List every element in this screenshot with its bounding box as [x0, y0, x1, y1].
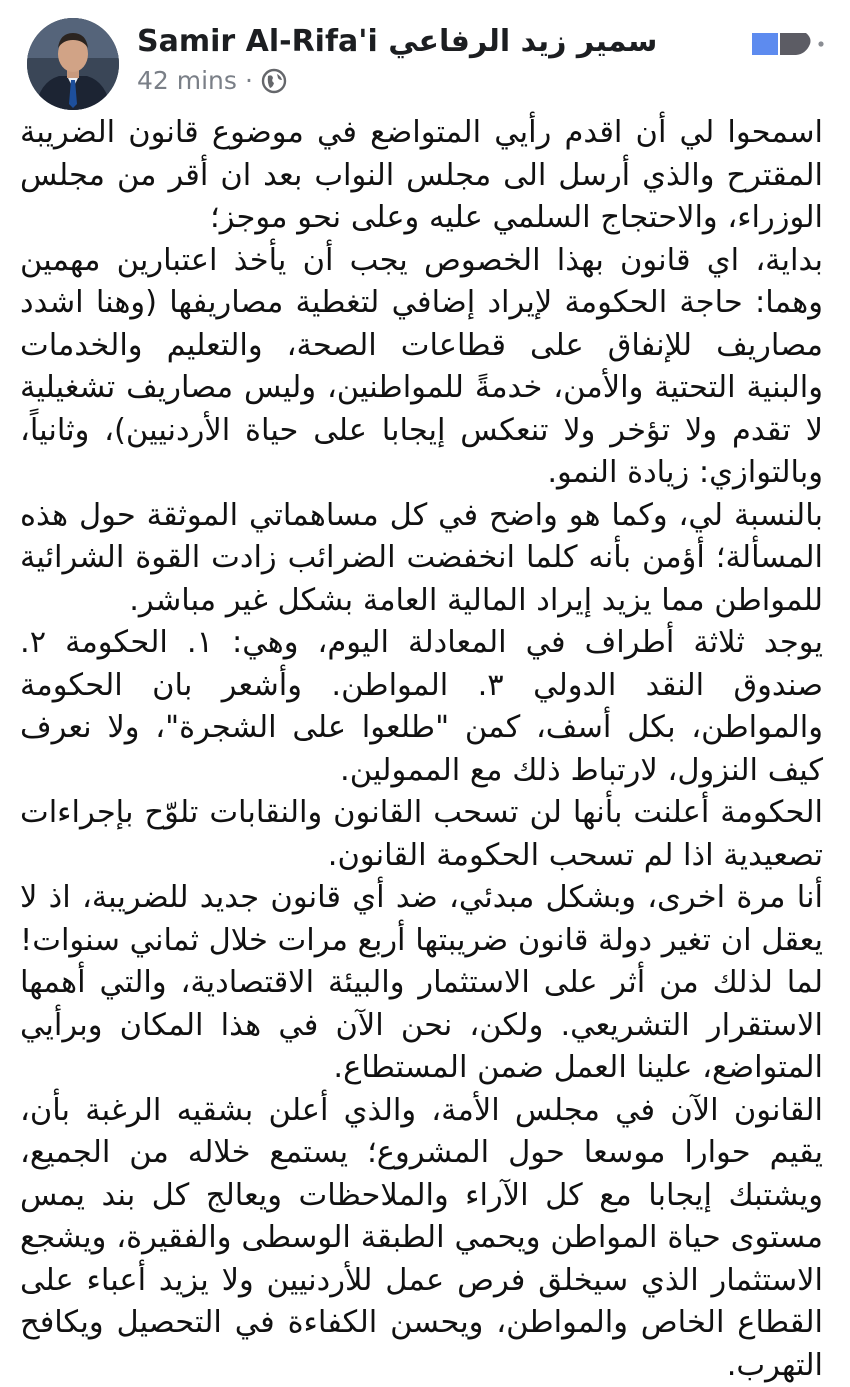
post-paragraph: بداية، اي قانون بهذا الخصوص يجب أن يأخذ اعتبارين مهمين وهما: حاجة الحكومة لإيراد إضافي لتغطية مصاريفها (وهنا اشدد مصاريف للإنفاق على قطاعات الصحة، والتعليم والخدمات والبنية التحتية والأمن، خدمةً للمواطنين، وليس مصاريف تشغيلية لا تقدم ولا تؤخر ولا تنعكس إيجابا على حياة الأردنيين)، وثانياً، وبالتوازي: زيادة النمو.	[20, 240, 823, 495]
author-photo	[27, 18, 119, 110]
post-body	[20, 112, 823, 1387]
post-header	[0, 0, 850, 110]
author-name[interactable]: Samir Al-Rifa'i سمير زيد الرفاعي	[137, 24, 657, 59]
globe-icon[interactable]	[261, 68, 287, 94]
post-time[interactable]: 42 mins	[137, 66, 237, 95]
post-paragraph: بالنسبة لي، وكما هو واضح في كل مساهماتي الموثقة حول هذه المسألة؛ أؤمن بأنه كلما انخفضت الضرائب زادت القوة الشرائية للمواطن مما يزيد إيراد المالية العامة بشكل غير مباشر.	[20, 495, 823, 623]
author-avatar[interactable]	[27, 18, 119, 110]
post-paragraph: أنا مرة اخرى، وبشكل مبدئي، ضد أي قانون جديد للضريبة، اذ لا يعقل ان تغير دولة قانون ضريبتها أربع مرات خلال ثماني سنوات! لما لذلك من أثر على الاستثمار والبيئة الاقتصادية، والتي أهمها الاستقرار التشريعي. ولكن، نحن الآن في هذا المكان وبرأيي المتواضع، علينا العمل ضمن المستطاع.	[20, 877, 823, 1090]
more-options-icon[interactable]	[748, 30, 828, 58]
meta-separator: ·	[245, 66, 253, 95]
post-paragraph: يوجد ثلاثة أطراف في المعادلة اليوم، وهي: ١. الحكومة ٢. صندوق النقد الدولي ٣. المواطن. وأشعر بان الحكومة والمواطن، بكل أسف، كمن "طلعوا على الشجرة"، ولا نعرف كيف النزول، لارتباط ذلك مع الممولين.	[20, 622, 823, 792]
post-paragraph: الحكومة أعلنت بأنها لن تسحب القانون والنقابات تلوّح بإجراءات تصعيدية اذا لم تسحب الحكومة القانون.	[20, 792, 823, 877]
post-paragraph: القانون الآن في مجلس الأمة، والذي أعلن بشقيه الرغبة بأن، يقيم حوارا موسعا حول المشروع؛ يستمع خلاله من الجميع، ويشتبك إيجابا مع كل الآراء والملاحظات ويعالج كل بند يمس مستوى حياة المواطن ويحمي الطبقة الوسطى والفقيرة، ويشجع الاستثمار الذي سيخلق فرص عمل للأردنيين ولا يزيد أعباء على القطاع الخاص والمواطن، ويحسن الكفاءة في التحصيل ويكافح التهرب.	[20, 1090, 823, 1387]
post-meta	[137, 66, 287, 95]
post-paragraph: اسمحوا لي أن اقدم رأيي المتواضع في موضوع قانون الضريبة المقترح والذي أرسل الى مجلس النواب بعد ان أقر من مجلس الوزراء، والاحتجاج السلمي عليه وعلى نحو موجز؛	[20, 112, 823, 240]
